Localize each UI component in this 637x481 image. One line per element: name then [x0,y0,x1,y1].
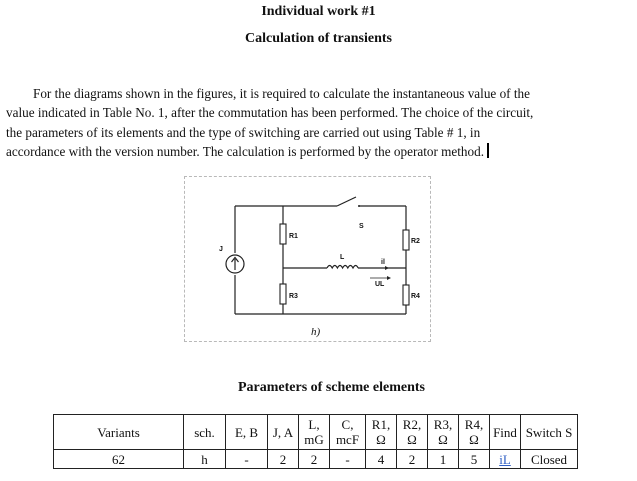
resistor-r3-icon [280,284,286,304]
label-j: J [219,246,223,253]
label-r3: R3 [289,293,298,300]
description-line-1: For the diagrams shown in the figures, it is required to calculate the instantaneous value of the [33,86,530,101]
inductor-l-icon [327,266,358,269]
table-row [54,450,578,469]
resistor-r1-icon [280,224,286,244]
find-link[interactable]: iL [499,451,511,467]
header-ja: J, A [268,415,299,450]
cell-c: - [330,450,366,469]
header-eb: E, B [226,415,268,450]
circuit-diagram [184,176,431,342]
figure-caption: h) [311,326,321,338]
cell-find [490,450,521,469]
header-find: Find [490,415,521,450]
label-r4: R4 [411,293,420,300]
label-l: L [340,254,345,261]
cell-l: 2 [299,450,330,469]
header-r1: R1, Ω [366,415,397,450]
cell-eb: - [226,450,268,469]
label-ul: UL [375,281,385,288]
cell-r1: 4 [366,450,397,469]
header-r2: R2, Ω [397,415,428,450]
document-subtitle: Calculation of transients [245,31,392,46]
label-il: il [381,259,385,266]
label-r1: R1 [289,233,298,240]
parameters-title: Parameters of scheme elements [238,380,425,395]
cell-switch: Closed [521,450,578,469]
cell-ja: 2 [268,450,299,469]
description-line-4 [6,142,630,161]
header-c: C, mcF [330,415,366,450]
document-title: Individual work #1 [261,4,376,19]
circuit-svg [185,177,432,343]
switch-gap [337,202,359,210]
header-r3: R3, Ω [428,415,459,450]
parameters-table [53,414,578,469]
cell-r2: 2 [397,450,428,469]
description-line-4-text: accordance with the version number. The calculation is performed by the operator method. [6,144,485,160]
task-description [6,84,630,162]
label-r2: R2 [411,238,420,245]
cell-variant: 62 [54,450,184,469]
description-line-2: value indicated in Table No. 1, after the commutation has been performed. The choice of the circuit, [6,105,534,121]
cell-r3: 1 [428,450,459,469]
cell-r4: 5 [459,450,490,469]
header-sch: sch. [184,415,226,450]
header-l: L, mG [299,415,330,450]
header-variants: Variants [54,415,184,450]
switch-contact [358,205,360,207]
table-header-row [54,415,578,450]
header-r4: R4, Ω [459,415,490,450]
label-s: S [359,223,364,230]
cell-sch: h [184,450,226,469]
description-line-3: the parameters of its elements and the type of switching are carried out using Table # 1, in [6,124,481,140]
header-switch: Switch S [521,415,578,450]
text-cursor [487,143,489,158]
resistor-r2-icon [403,230,409,250]
resistor-r4-icon [403,285,409,305]
